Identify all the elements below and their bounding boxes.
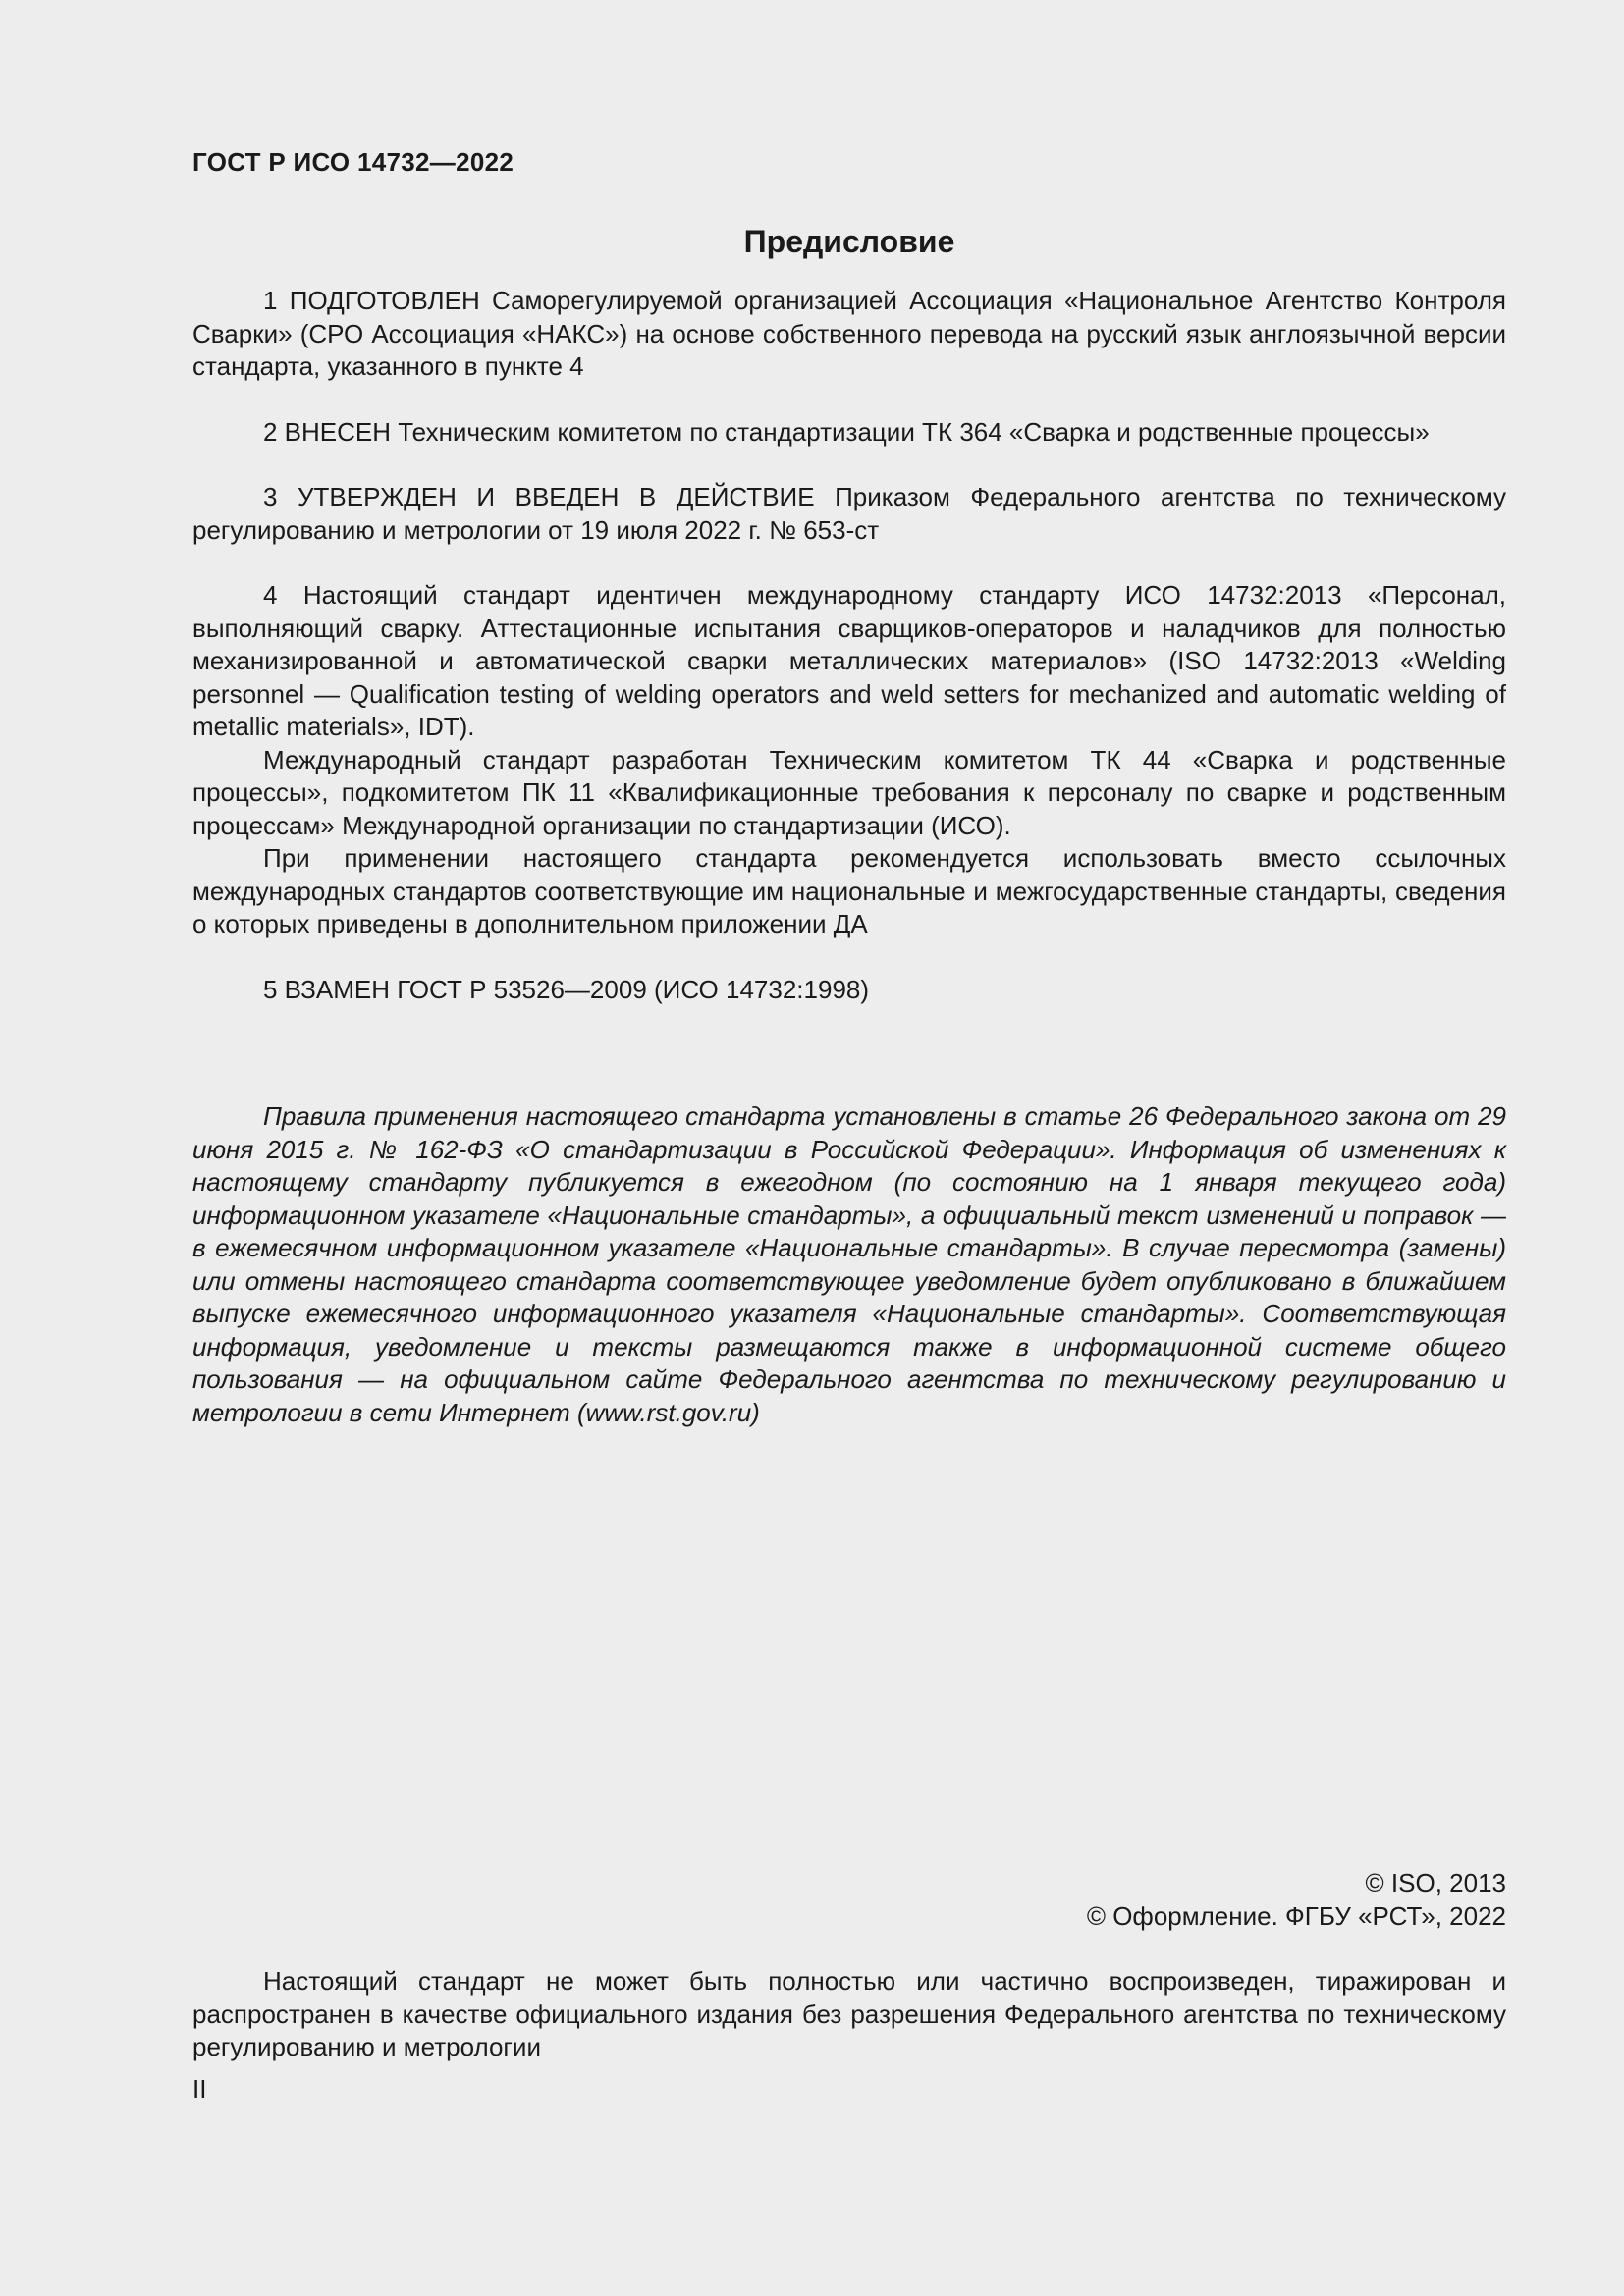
preface-item-1: 1 ПОДГОТОВЛЕН Саморегулируемой организацией Ассоциация «Национальное Агентство Контроля Сварки» (СРО Ассоциация «НАКС») на основе собственного перевода на русский язык англоязычной версии стандарта, указанного в пункте 4	[192, 286, 1506, 381]
preface-item-4-developer: Международный стандарт разработан Техническим комитетом ТК 44 «Сварка и родственные процессы», подкомитетом ПК 11 «Квалификационные требования к персоналу по сварке и родственным процессам» Международной организации по стандартизации (ИСО).	[192, 744, 1506, 840]
preface-item-5: 5 ВЗАМЕН ГОСТ Р 53526—2009 (ИСО 14732:1998)	[263, 974, 870, 1004]
rules-notice: Правила применения настоящего стандарта установлены в статье 26 Федерального закона от 29 июня 2015 г. № 162-ФЗ «О стандартизации в Российской Федерации». Информация об изменениях к настоящему стандарту публикуется в ежегодном (по состоянию на 1 января текущего года) информационном указателе «Национальные стандарты», а официальный текст изменений и поправок — в ежемесячном информационном указателе «Национальные стандарты». В случае пересмотра (замены) или отмены настоящего стандарта соответствующее уведомление будет опубликовано в ближайшем выпуске ежемесячного информационного указателя «Национальные стандарты». Соответствующая информация, уведомление и тексты размещаются также в информационной системе общего пользования — на официальном сайте Федерального агентства по техническому регулированию и метрологии в сети Интернет (www.rst.gov.ru)	[192, 1101, 1506, 1427]
copyright-design: © Оформление. ФГБУ «РСТ», 2022	[1086, 1900, 1506, 1931]
page-number: II	[192, 2074, 207, 2104]
preface-item-4: 4 Настоящий стандарт идентичен международному стандарту ИСО 14732:2013 «Персонал, выполняющий сварку. Аттестационные испытания сварщиков-операторов и наладчиков для полностью механизированной и автоматической сварки металлических материалов» (ISO 14732:2013 «Welding personnel — Qualification testing of welding operators and weld setters for mechanized and automatic welding of metallic materials», IDT).	[192, 580, 1506, 741]
preface-item-3: 3 УТВЕРЖДЕН И ВВЕДЕН В ДЕЙСТВИЕ Приказом Федерального агентства по техническому регулированию и метрологии от 19 июля 2022 г. № 653-ст	[192, 482, 1506, 545]
preface-item-4-usage: При применении настоящего стандарта рекомендуется использовать вместо ссылочных международных стандартов соответствующие им национальные и межгосударственные стандарты, сведения о которых приведены в дополнительном приложении ДА	[192, 843, 1506, 938]
page-title: Предисловие	[743, 224, 955, 259]
preface-body	[192, 285, 1506, 1006]
document-number: ГОСТ Р ИСО 14732—2022	[192, 147, 514, 177]
copyright-iso: © ISO, 2013	[1365, 1868, 1506, 1897]
reproduction-notice: Настоящий стандарт не может быть полностью или частично воспроизведен, тиражирован и распространен в качестве официального издания без разрешения Федерального агентства по техническому регулированию и метрологии	[192, 1966, 1506, 2061]
preface-item-2: 2 ВНЕСЕН Техническим комитетом по стандартизации ТК 364 «Сварка и родственные процессы»	[263, 416, 1430, 447]
copyright-block	[192, 1867, 1506, 1933]
